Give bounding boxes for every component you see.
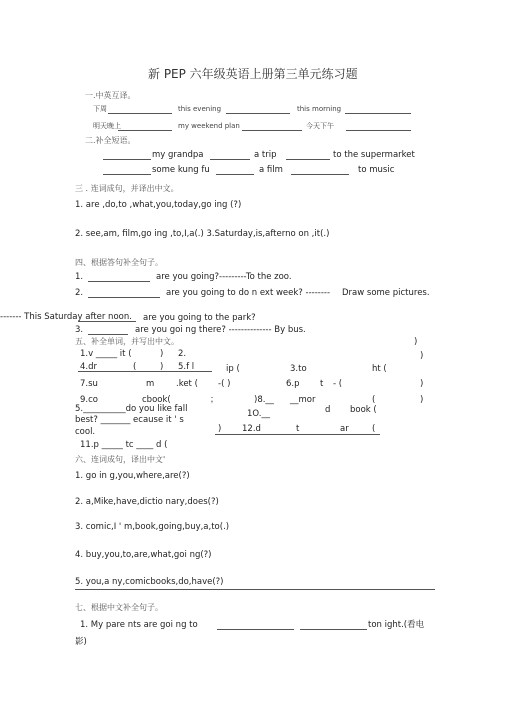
- s4-question-1: are you going?---------To the zoo.: [156, 272, 292, 282]
- s5-word-6b: t: [320, 379, 324, 389]
- s5-word-8: )8.__: [254, 395, 274, 405]
- s5-word-5: 5.f l: [178, 362, 195, 372]
- s1-item-6: 今天下午: [306, 122, 334, 130]
- s5-word-3: 3.to: [290, 364, 307, 374]
- paren: ): [160, 349, 164, 359]
- s2-item-1: my grandpa: [152, 150, 204, 160]
- section-1-heading: 一.中英互译。: [85, 91, 136, 100]
- answer-line: [346, 130, 411, 131]
- paren: ): [420, 379, 424, 389]
- answer-line: [300, 629, 367, 630]
- s5-word-4: 4.dr: [80, 362, 97, 372]
- section-2-heading: 二.补全短语。: [85, 136, 136, 145]
- answer-line: [103, 159, 151, 160]
- s3-question-2: 2. see,am, film,go ing ,to,I,a(.) 3.Saturday,is,afterno on ,it(.): [75, 229, 330, 239]
- answer-line: [286, 159, 330, 160]
- s6-question-4: 4. buy,you,to,are,what,goi ng(?): [75, 550, 212, 560]
- s6-question-2: 2. a,Mike,have,dictio nary,does(?): [75, 497, 219, 507]
- answer-line: [118, 130, 172, 131]
- s5-word-1: 1.v _____ it (: [80, 349, 132, 359]
- s5-word-12d: ar: [340, 424, 349, 434]
- s5-word-9b: cbook(: [142, 395, 171, 405]
- s5-word-7b: m: [146, 379, 155, 389]
- s2-item-2: a trip: [254, 150, 277, 160]
- answer-line: [291, 174, 349, 175]
- s5-word-12c: t: [296, 424, 300, 434]
- paren: ): [420, 395, 424, 405]
- s5-word-10: 1O.__: [247, 409, 270, 419]
- answer-line: [103, 174, 151, 175]
- s5-word-7c: .ket (: [176, 379, 198, 389]
- answer-line: [78, 321, 136, 322]
- s7-question-1c: 影): [75, 637, 87, 647]
- s5-word-9: 9.co: [80, 395, 98, 405]
- s5-word-d: d: [325, 405, 331, 415]
- s4-question-2b: are you going to the park?: [143, 313, 256, 323]
- s4-q2-num: 2.: [75, 288, 84, 298]
- s6-question-5: 5. you,a ny,comicbooks,do,have(?): [75, 577, 224, 587]
- s4-question-3: are you goi ng there? -------------- By bus.: [135, 325, 306, 335]
- s5-word-2: 2.: [178, 349, 187, 359]
- s5-question-5c: cool.: [75, 427, 96, 437]
- s6-question-1: 1. go in g,you,where,are(?): [75, 471, 190, 481]
- answer-line: [108, 113, 172, 114]
- s4-q1-num: 1.: [75, 272, 84, 282]
- s2-item-3: to the supermarket: [333, 150, 415, 160]
- s4-question-2: are you going to do n ext week? --------: [166, 288, 331, 298]
- answer-line: [88, 334, 128, 335]
- s4-answer-2: Draw some pictures.: [342, 288, 430, 298]
- s5-word-11: 11.p _____ tc ____ d (: [80, 440, 168, 450]
- answer-line: [88, 297, 160, 298]
- s4-margin-answer: ------- This Saturday after noon.: [0, 312, 132, 322]
- paren: (: [133, 362, 137, 372]
- s2-item-5: a film: [259, 165, 283, 175]
- section-7-heading: 七、根据中文补全句子。: [75, 603, 163, 612]
- answer-line: [242, 130, 302, 131]
- s2-item-6: to music: [358, 165, 395, 175]
- paren: ): [218, 424, 222, 434]
- section-4-heading: 四、根据答句补全句子。: [75, 258, 163, 267]
- s4-q3-num: 3.: [75, 325, 84, 335]
- s5-word-7: 7.su: [80, 379, 98, 389]
- s5-word-5b: ip (: [226, 364, 240, 374]
- answer-line: [88, 281, 150, 282]
- section-6-heading: 六、连词成句，译出中文': [75, 455, 166, 464]
- s5-word-12: 12.d: [242, 424, 261, 434]
- s3-question-1: 1. are ,do,to ,what,you,today,go ing (?): [75, 200, 242, 210]
- answer-line: [210, 159, 250, 160]
- paren: ): [420, 351, 424, 361]
- s5-word-3b: ht (: [372, 364, 387, 374]
- answer-line: [226, 113, 290, 114]
- paren: (: [372, 395, 376, 405]
- section-5-heading: 五、补全单词，并写出中文。: [75, 337, 179, 346]
- s7-question-1b: ton ight.(看电: [368, 620, 425, 630]
- s1-item-3: this morning: [297, 105, 342, 113]
- answer-line: [345, 113, 411, 114]
- s5-word-8b: __mor: [290, 395, 316, 405]
- s5-word-book: book (: [350, 405, 377, 415]
- paren: (: [372, 424, 376, 434]
- s5-word-9c: ；: [210, 395, 219, 405]
- s5-question-5b: best? _______ ecause it ' s: [75, 415, 184, 425]
- answer-line: [216, 174, 254, 175]
- s1-item-1: 下周: [93, 105, 107, 113]
- s2-item-4: some kung fu: [152, 165, 210, 175]
- s1-item-4: 明天晚上: [93, 122, 121, 130]
- s5-word-6c: - (: [333, 379, 343, 389]
- answer-line: [217, 629, 294, 630]
- s1-item-2: this evening: [178, 105, 222, 113]
- answer-line: [215, 434, 380, 435]
- section-3-heading: 三 . 连词成句，并译出中文。: [75, 184, 179, 193]
- page-title: 新 PEP 六年级英语上册第三单元练习题: [148, 67, 358, 81]
- answer-line: [75, 589, 435, 590]
- s5-question-5: 5.__________do you like fall: [75, 404, 188, 414]
- s1-item-5: my weekend plan: [178, 122, 240, 130]
- s5-word-7d: -( ): [218, 379, 231, 389]
- s6-question-3: 3. comic,I ' m,book,going,buy,a,to(.): [75, 522, 230, 532]
- paren: ): [160, 362, 164, 372]
- paren: ): [414, 337, 418, 347]
- s5-word-6: 6.p: [286, 379, 300, 389]
- s7-question-1: 1. My pare nts are goi ng to: [80, 620, 198, 630]
